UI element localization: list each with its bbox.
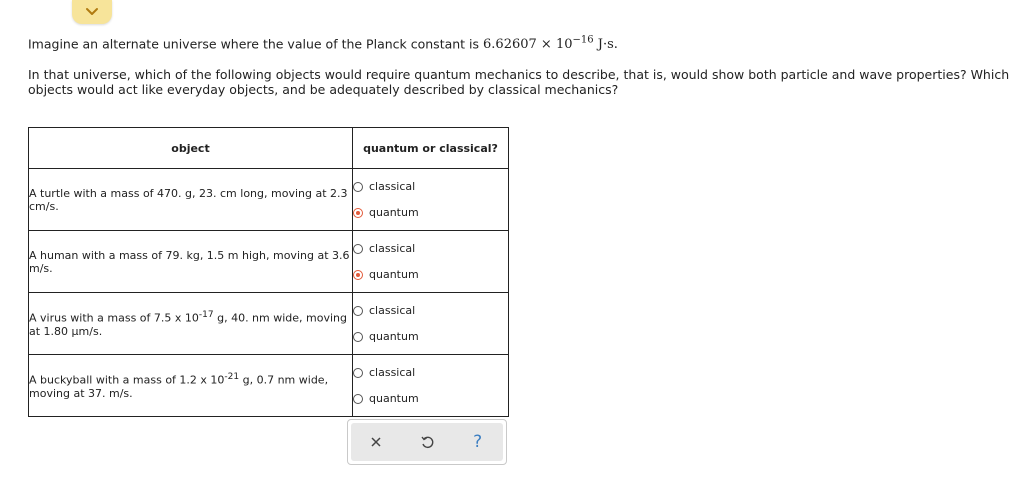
answer-table [28, 127, 509, 417]
option-quantum[interactable] [353, 386, 508, 412]
object-description [29, 293, 353, 355]
choice-cell [353, 293, 509, 355]
option-label-classical: classical [369, 242, 416, 255]
planck-exponent: −16 [572, 35, 594, 46]
help-icon: ? [473, 432, 483, 452]
option-quantum[interactable] [353, 200, 508, 226]
x-icon [370, 436, 382, 448]
option-label-classical: classical [369, 304, 416, 317]
radio-quantum[interactable] [353, 394, 363, 404]
table-row [29, 231, 509, 293]
option-classical[interactable] [353, 236, 508, 262]
header-object: object [29, 128, 353, 169]
option-quantum[interactable] [353, 262, 508, 288]
planck-value [483, 37, 618, 52]
undo-button[interactable] [412, 427, 442, 457]
choice-cell [353, 231, 509, 293]
planck-units: J·s. [597, 37, 618, 53]
option-label-classical: classical [369, 180, 416, 193]
object-text: A human with a mass of 79. kg, 1.5 m high, moving at 3.6 m/s. [29, 248, 350, 275]
radio-quantum[interactable] [353, 270, 363, 280]
times-sign: × [540, 37, 552, 53]
radio-classical[interactable] [353, 306, 363, 316]
table-row [29, 355, 509, 417]
option-label-quantum: quantum [369, 392, 419, 405]
object-text-pre: A buckyball with a mass of 1.2 x 10 [29, 373, 225, 387]
answer-toolbar [347, 419, 507, 465]
object-exponent: -21 [224, 372, 240, 383]
chevron-down-icon [85, 7, 99, 17]
radio-classical[interactable] [353, 244, 363, 254]
object-text-pre: A virus with a mass of 7.5 x 10 [29, 311, 199, 325]
radio-classical[interactable] [353, 368, 363, 378]
undo-icon [420, 435, 434, 449]
object-description [29, 169, 353, 231]
option-label-quantum: quantum [369, 330, 419, 343]
option-classical[interactable] [353, 298, 508, 324]
option-label-quantum: quantum [369, 206, 419, 219]
option-classical[interactable] [353, 174, 508, 200]
question-text [28, 33, 618, 53]
prompt-text: In that universe, which of the following objects would require quantum mechanics to describe, that is, would show both particle and wave properties? Which objects would act like everyday objects, and be adequately described by classical mechanics? [28, 67, 1010, 97]
object-text: A turtle with a mass of 470. g, 23. cm long, moving at 2.3 cm/s. [29, 186, 348, 213]
header-choice: quantum or classical? [353, 128, 509, 169]
radio-quantum[interactable] [353, 208, 363, 218]
object-description [29, 355, 353, 417]
planck-mantissa: 6.62607 [483, 37, 537, 53]
choice-cell [353, 355, 509, 417]
object-text-post: g, 40. nm wide, moving at 1.80 μm/s. [29, 311, 348, 338]
planck-base: 10 [555, 37, 573, 53]
option-label-quantum: quantum [369, 268, 419, 281]
option-label-classical: classical [369, 366, 416, 379]
collapse-tab[interactable] [72, 0, 112, 24]
object-exponent: -17 [198, 310, 214, 321]
question-lead: Imagine an alternate universe where the value of the Planck constant is [28, 36, 484, 52]
option-classical[interactable] [353, 360, 508, 386]
radio-quantum[interactable] [353, 332, 363, 342]
table-row [29, 293, 509, 355]
table-row [29, 169, 509, 231]
object-description [29, 231, 353, 293]
radio-classical[interactable] [353, 182, 363, 192]
choice-cell [353, 169, 509, 231]
clear-button[interactable] [361, 427, 391, 457]
object-text-post: g, 0.7 nm wide, moving at 37. m/s. [29, 373, 329, 400]
help-button[interactable] [463, 427, 493, 457]
option-quantum[interactable] [353, 324, 508, 350]
